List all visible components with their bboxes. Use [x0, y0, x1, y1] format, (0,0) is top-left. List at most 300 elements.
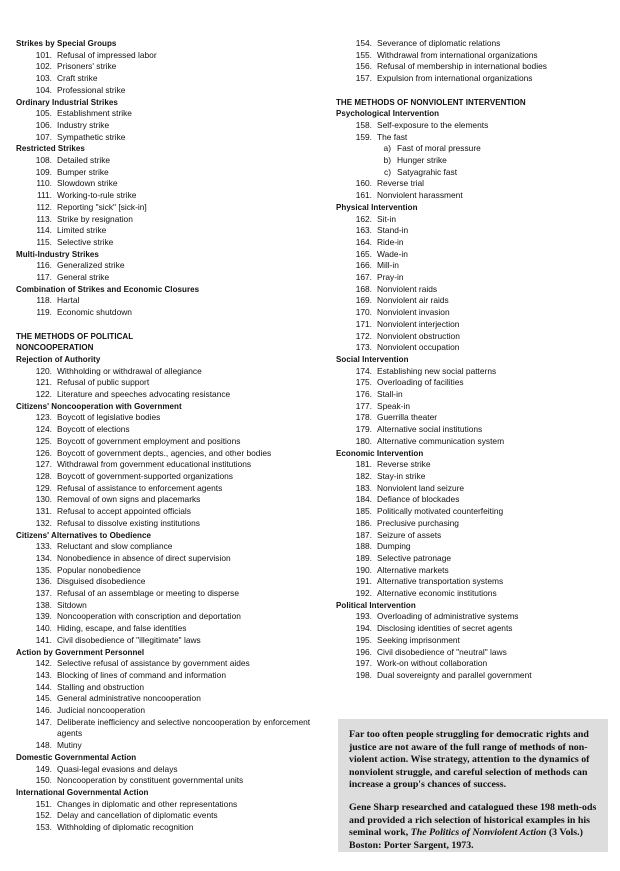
method-label: Refusal of impressed labor	[57, 49, 157, 60]
method-number: 120.	[35, 365, 52, 376]
method-number: 198.	[355, 669, 372, 680]
method-label: Fast of moral pressure	[397, 143, 481, 154]
method-label: Disguised disobedience	[57, 576, 146, 587]
method-item	[336, 670, 606, 682]
info-text-b: (3 Vols.) Boston: Porter Sargent, 1973.	[349, 827, 583, 851]
method-label: Strike by resignation	[57, 213, 133, 224]
section-heading: Combination of Strikes and Economic Closures	[16, 284, 200, 294]
method-label: Nonviolent raids	[377, 283, 438, 294]
method-label: Working-to-rule strike	[57, 190, 137, 201]
method-number: 165.	[355, 248, 372, 259]
method-sub-item	[336, 167, 606, 179]
method-label: Establishment strike	[57, 108, 132, 119]
section-heading: Strikes by Special Groups	[16, 39, 117, 48]
method-item	[336, 38, 606, 50]
method-item	[336, 471, 606, 483]
method-item	[16, 600, 316, 612]
method-item	[16, 412, 316, 424]
method-number: 131.	[35, 506, 52, 517]
method-item	[16, 682, 316, 694]
method-item	[16, 167, 316, 179]
method-number: 164.	[355, 236, 372, 247]
method-label: Economic shutdown	[57, 307, 132, 318]
method-item	[16, 506, 316, 518]
method-item	[336, 249, 606, 261]
method-item	[16, 436, 316, 448]
method-number: 177.	[355, 400, 372, 411]
method-item	[16, 237, 316, 249]
method-item	[16, 307, 316, 319]
info-box	[338, 719, 608, 852]
method-label: Boycott of government depts., agencies, and other bodies	[57, 447, 272, 458]
method-item	[16, 670, 316, 682]
method-label: Reporting "sick" [sick-in]	[57, 201, 147, 212]
method-item	[16, 635, 316, 647]
section-spacer	[336, 85, 606, 97]
method-item	[16, 518, 316, 530]
method-item	[336, 178, 606, 190]
method-number: 140.	[35, 623, 52, 634]
method-label: Severance of diplomatic relations	[377, 38, 501, 48]
method-item	[336, 272, 606, 284]
method-label: Self-exposure to the elements	[377, 119, 489, 130]
method-number: 148.	[35, 740, 52, 751]
method-label: Alternative social institutions	[377, 424, 483, 435]
method-item	[16, 658, 316, 670]
method-item	[16, 61, 316, 73]
method-label: Quasi-legal evasions and delays	[57, 763, 178, 774]
method-item	[16, 260, 316, 272]
method-item	[16, 810, 316, 822]
method-item	[336, 635, 606, 647]
method-number: 190.	[355, 564, 372, 575]
method-number: 157.	[355, 73, 372, 84]
method-item	[336, 658, 606, 670]
method-label: Refusal to dissolve existing institutions	[57, 517, 200, 528]
method-label: Alternative transportation systems	[377, 576, 504, 587]
method-number: a)	[383, 143, 391, 154]
method-label: Overloading of facilities	[377, 377, 464, 388]
method-item	[16, 85, 316, 97]
method-item	[16, 693, 316, 705]
method-label: Delay and cancellation of diplomatic events	[57, 810, 218, 821]
method-number: 155.	[355, 49, 372, 60]
method-item	[336, 50, 606, 62]
method-number: 189.	[355, 552, 372, 563]
section-heading: Social Intervention	[336, 354, 409, 364]
method-label: Ride-in	[377, 236, 404, 247]
method-number: 147.	[35, 716, 52, 727]
method-label: Mutiny	[57, 740, 82, 751]
method-label: Sit-in	[377, 213, 397, 224]
section-heading: Rejection of Authority	[16, 354, 101, 364]
method-number: 158.	[355, 119, 372, 130]
method-item	[16, 377, 316, 389]
method-item	[16, 295, 316, 307]
method-label: Nonviolent interjection	[377, 318, 460, 329]
method-item	[16, 448, 316, 460]
method-label: Nonviolent obstruction	[377, 330, 460, 341]
method-label: Wade-in	[377, 248, 408, 259]
method-item	[16, 565, 316, 577]
method-item	[336, 424, 606, 436]
method-label: Boycott of government employment and positions	[57, 435, 241, 446]
method-item	[16, 576, 316, 588]
method-item	[336, 518, 606, 530]
method-item	[336, 237, 606, 249]
method-label: Sitdown	[57, 599, 87, 610]
method-item	[336, 576, 606, 588]
method-number: 184.	[355, 494, 372, 505]
method-label: Alternative markets	[377, 564, 449, 575]
method-label: Refusal of public support	[57, 377, 150, 388]
method-label: Civil disobedience of "neutral" laws	[377, 646, 507, 657]
method-label: Bumper strike	[57, 166, 109, 177]
method-label: General strike	[57, 272, 110, 283]
method-item	[16, 717, 316, 740]
method-label: Craft strike	[57, 73, 98, 84]
method-number: 142.	[35, 658, 52, 669]
method-label: Noncooperation with conscription and deportation	[57, 611, 241, 622]
method-number: 156.	[355, 61, 372, 72]
method-number: 150.	[35, 775, 52, 786]
method-number: 153.	[35, 822, 52, 833]
method-label: Preclusive purchasing	[377, 517, 459, 528]
method-number: 195.	[355, 634, 372, 645]
method-number: 136.	[35, 576, 52, 587]
method-number: 113.	[36, 213, 52, 224]
method-label: Alternative economic institutions	[377, 588, 497, 599]
method-item	[336, 190, 606, 202]
method-item	[16, 764, 316, 776]
method-label: Satyagrahic fast	[397, 166, 458, 177]
method-number: 112.	[36, 201, 52, 212]
method-label: Professional strike	[57, 84, 126, 95]
method-number: 169.	[355, 295, 372, 306]
method-label: Nonobedience in absence of direct supervision	[57, 552, 231, 563]
method-number: 102.	[35, 61, 52, 72]
method-label: Pray-in	[377, 272, 404, 283]
info-paragraph-2	[349, 802, 600, 852]
method-number: 160.	[355, 178, 372, 189]
method-item	[336, 623, 606, 635]
method-number: 166.	[355, 260, 372, 271]
section-heading: Ordinary Industrial Strikes	[16, 97, 118, 107]
method-number: 122.	[35, 389, 52, 400]
section-heading: International Governmental Action	[16, 787, 149, 797]
method-label: Dumping	[377, 541, 411, 552]
method-number: 130.	[35, 494, 52, 505]
method-number: 141.	[35, 634, 52, 645]
method-label: Disclosing identities of secret agents	[377, 623, 513, 634]
method-item	[336, 611, 606, 623]
method-number: 121.	[35, 377, 52, 388]
method-number: 194.	[355, 623, 372, 634]
method-item	[16, 799, 316, 811]
method-item	[16, 73, 316, 85]
method-number: 139.	[35, 611, 52, 622]
method-label: Selective strike	[57, 236, 114, 247]
method-number: 170.	[355, 307, 372, 318]
method-item	[16, 214, 316, 226]
method-number: c)	[384, 166, 391, 177]
left-column	[16, 38, 316, 834]
method-label: Boycott of government-supported organizations	[57, 471, 233, 481]
section-heading: THE METHODS OF POLITICAL	[16, 331, 134, 341]
method-label: Refusal of assistance to enforcement agents	[57, 482, 223, 493]
method-number: 103.	[35, 73, 52, 84]
method-item	[16, 705, 316, 717]
method-number: 110.	[36, 178, 52, 189]
method-label: Expulsion from international organizations	[377, 73, 533, 84]
method-item	[336, 120, 606, 132]
method-number: 149.	[35, 763, 52, 774]
method-label: Establishing new social patterns	[377, 365, 497, 376]
method-number: 124.	[35, 424, 52, 435]
method-number: 188.	[355, 541, 372, 552]
method-number: 182.	[355, 471, 372, 481]
method-label: Selective refusal of assistance by government aides	[57, 658, 250, 669]
method-number: 123.	[35, 412, 52, 423]
method-sub-item	[336, 155, 606, 167]
method-number: 127.	[35, 459, 52, 470]
method-number: 196.	[355, 646, 372, 657]
method-number: 159.	[355, 131, 372, 142]
method-number: 167.	[355, 272, 372, 283]
method-item	[16, 155, 316, 167]
method-number: 109.	[35, 166, 52, 177]
method-item	[16, 366, 316, 378]
method-item	[16, 108, 316, 120]
method-number: 144.	[35, 681, 52, 692]
method-label: Civil disobedience of "illegitimate" laws	[57, 634, 201, 645]
method-label: Seeking imprisonment	[377, 634, 460, 645]
method-item	[336, 284, 606, 296]
method-label: Changes in diplomatic and other representations	[57, 798, 238, 809]
method-item	[16, 471, 316, 483]
method-number: 176.	[355, 389, 372, 400]
method-item	[16, 190, 316, 202]
method-item	[16, 822, 316, 834]
section-heading: THE METHODS OF NONVIOLENT INTERVENTION	[336, 97, 526, 107]
method-label: Prisoners' strike	[57, 61, 117, 72]
method-number: 108.	[35, 155, 52, 166]
method-number: 129.	[35, 482, 52, 493]
method-number: 152.	[35, 810, 52, 821]
method-item	[336, 307, 606, 319]
method-number: 135.	[35, 564, 52, 575]
method-item	[336, 565, 606, 577]
method-number: 133.	[35, 541, 52, 552]
section-heading: Multi-Industry Strikes	[16, 249, 99, 259]
method-label: Nonviolent harassment	[377, 190, 463, 201]
method-number: 179.	[355, 424, 372, 435]
method-item	[336, 73, 606, 85]
method-number: 146.	[35, 705, 52, 716]
method-item	[336, 61, 606, 73]
method-label: Refusal to accept appointed officials	[57, 506, 191, 517]
method-item	[16, 132, 316, 144]
method-label: Blocking of lines of command and information	[57, 669, 226, 680]
method-number: 111.	[36, 190, 52, 201]
section-heading: Political Intervention	[336, 600, 416, 610]
method-label: Nonviolent air raids	[377, 295, 449, 306]
section-heading: Physical Intervention	[336, 202, 418, 212]
method-label: Hartal	[57, 295, 80, 306]
method-number: 114.	[36, 225, 52, 236]
section-spacer	[16, 319, 316, 331]
method-number: 168.	[355, 283, 372, 294]
method-item	[336, 342, 606, 354]
method-number: 180.	[355, 435, 372, 446]
method-number: 126.	[35, 447, 52, 458]
method-number: 175.	[355, 377, 372, 388]
method-label: Removal of own signs and placemarks	[57, 494, 201, 505]
method-number: 134.	[35, 552, 52, 563]
method-item	[16, 553, 316, 565]
method-label: Dual sovereignty and parallel government	[377, 669, 532, 680]
section-heading: Domestic Governmental Action	[16, 752, 137, 762]
method-item	[336, 377, 606, 389]
method-number: 191.	[355, 576, 372, 587]
method-number: 137.	[35, 588, 52, 599]
method-item	[336, 366, 606, 378]
method-number: 132.	[35, 517, 52, 528]
method-label: Boycott of legislative bodies	[57, 412, 161, 423]
method-item	[16, 202, 316, 214]
method-label: Refusal of membership in international bodies	[377, 61, 547, 72]
method-item	[336, 214, 606, 226]
method-number: 187.	[355, 529, 372, 540]
method-number: 192.	[355, 588, 372, 599]
method-label: Popular nonobedience	[57, 564, 141, 575]
method-number: 106.	[35, 119, 52, 130]
method-number: 128.	[35, 471, 52, 481]
method-number: 183.	[355, 482, 372, 493]
method-number: 143.	[35, 669, 52, 680]
method-label: Mill-in	[377, 260, 399, 271]
method-number: 117.	[36, 272, 52, 283]
method-label: Generalized strike	[57, 260, 125, 271]
method-label: Deliberate inefficiency and selective noncooperation by enforcement agents	[57, 716, 311, 739]
method-label: Boycott of elections	[57, 424, 130, 435]
method-label: Overloading of administrative systems	[377, 611, 519, 622]
right-column	[336, 38, 606, 682]
method-label: Withdrawal from international organizations	[377, 49, 538, 60]
method-number: 181.	[355, 459, 372, 470]
method-label: Speak-in	[377, 400, 411, 411]
method-item	[336, 494, 606, 506]
method-number: 178.	[355, 412, 372, 423]
method-item	[336, 412, 606, 424]
section-heading: Citizens' Alternatives to Obedience	[16, 530, 151, 540]
method-item	[336, 553, 606, 565]
method-item	[16, 272, 316, 284]
method-label: Work-on without collaboration	[377, 658, 488, 669]
method-number: 171.	[355, 318, 372, 329]
method-number: 138.	[35, 599, 52, 610]
method-number: 145.	[35, 693, 52, 704]
method-item	[336, 506, 606, 518]
method-label: Detailed strike	[57, 155, 111, 166]
method-label: Selective patronage	[377, 552, 452, 563]
method-label: Nonviolent invasion	[377, 307, 450, 318]
method-number: 116.	[36, 260, 52, 271]
section-heading: Restricted Strikes	[16, 144, 85, 154]
method-number: 118.	[36, 295, 52, 306]
method-item	[16, 623, 316, 635]
method-label: Stall-in	[377, 389, 403, 400]
method-number: 172.	[355, 330, 372, 341]
method-label: Stand-in	[377, 225, 409, 236]
method-number: 154.	[355, 38, 372, 48]
method-number: 104.	[35, 84, 52, 95]
method-number: 173.	[355, 342, 372, 353]
method-number: 151.	[35, 798, 52, 809]
method-item	[336, 541, 606, 553]
method-label: Hunger strike	[397, 155, 447, 166]
method-label: Refusal of an assemblage or meeting to disperse	[57, 588, 240, 599]
info-text-a: Gene Sharp researched and catalogued these 198 meth-ods and provided a rich selection of historical examples in his seminal work,	[349, 801, 597, 839]
method-number: 186.	[355, 517, 372, 528]
method-item	[336, 295, 606, 307]
method-item	[336, 459, 606, 471]
method-item	[16, 775, 316, 787]
method-number: 193.	[355, 611, 372, 622]
method-item	[336, 436, 606, 448]
method-label: Industry strike	[57, 119, 110, 130]
method-number: 125.	[35, 435, 52, 446]
method-item	[16, 483, 316, 495]
method-number: 197.	[355, 658, 372, 669]
method-item	[336, 483, 606, 495]
method-item	[16, 389, 316, 401]
method-label: Alternative communication system	[377, 435, 505, 446]
method-number: 105.	[35, 108, 52, 119]
method-item	[336, 530, 606, 542]
method-label: Stalling and obstruction	[57, 681, 145, 692]
method-number: 115.	[36, 236, 52, 247]
method-label: Reverse trial	[377, 178, 425, 189]
method-number: 119.	[36, 307, 52, 318]
method-number: 101.	[35, 49, 52, 60]
method-label: Limited strike	[57, 225, 107, 236]
method-label: Defiance of blockades	[377, 494, 460, 505]
method-number: 107.	[35, 131, 52, 142]
method-label: Reluctant and slow compliance	[57, 541, 173, 552]
method-item	[336, 319, 606, 331]
method-item	[16, 588, 316, 600]
method-item	[336, 225, 606, 237]
section-heading: Psychological Intervention	[336, 109, 440, 119]
method-label: The fast	[377, 131, 408, 142]
method-item	[336, 331, 606, 343]
method-label: Reverse strike	[377, 459, 431, 470]
method-label: Hiding, escape, and false identities	[57, 623, 187, 634]
method-item	[336, 647, 606, 659]
method-number: 185.	[355, 506, 372, 517]
method-label: Stay-in strike	[377, 471, 426, 481]
method-item	[16, 424, 316, 436]
method-label: Nonviolent land seizure	[377, 482, 465, 493]
method-label: Withdrawal from government educational institutions	[57, 459, 252, 470]
method-number: 163.	[355, 225, 372, 236]
method-number: b)	[383, 155, 391, 166]
method-item	[16, 120, 316, 132]
section-heading: NONCOOPERATION	[16, 343, 94, 353]
method-item	[16, 50, 316, 62]
method-item	[16, 459, 316, 471]
